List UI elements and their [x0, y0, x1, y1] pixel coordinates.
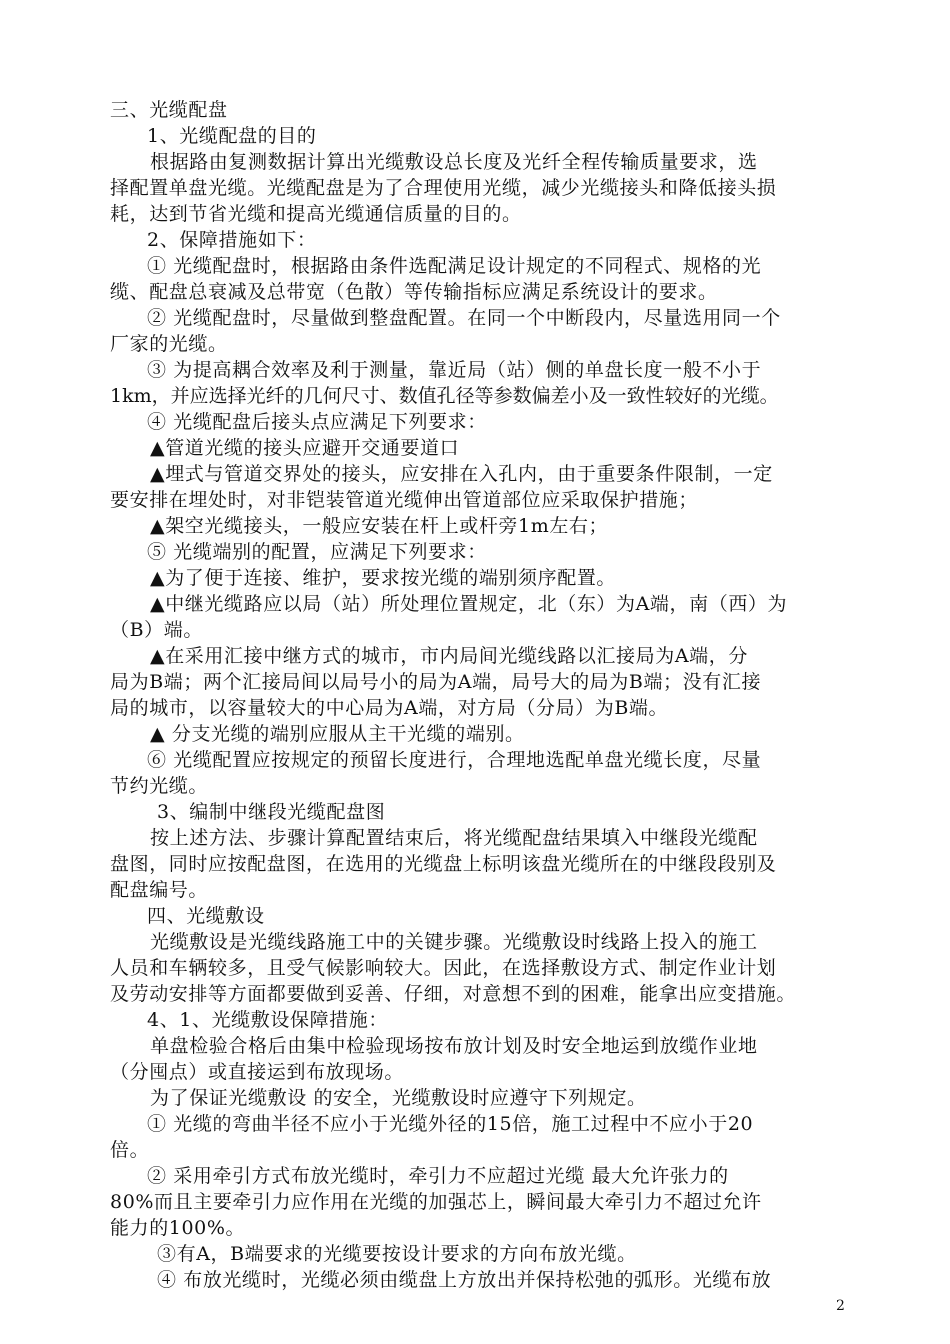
bullet-line: ▲管道光缆的接头应避开交通要道口	[150, 437, 460, 459]
list-item-line: 1km，并应选择光纤的几何尺寸、数值孔径等参数偏差小及一致性较好的光缆。	[110, 385, 779, 407]
list-item-line: 能力的100%。	[110, 1217, 246, 1239]
bullet-line: 要安排在埋处时，对非铠装管道光缆伸出管道部位应采取保护措施；	[110, 489, 699, 511]
list-item-line: ① 光缆的弯曲半径不应小于光缆外径的15倍，施工过程中不应小于20	[147, 1113, 754, 1135]
bullet-line: ▲中继光缆路应以局（站）所处理位置规定，北（东）为A端，南（西）为	[150, 593, 788, 615]
paragraph-line: 择配置单盘光缆。光缆配盘是为了合理使用光缆，减少光缆接头和降低接头损	[110, 177, 777, 199]
section-heading-cable-laying: 四、光缆敷设	[147, 905, 265, 927]
paragraph-line: （分囤点）或直接运到布放现场。	[110, 1061, 405, 1083]
bullet-line: （B）端。	[110, 619, 203, 641]
bullet-line: ▲在采用汇接中继方式的城市，市内局间光缆线路以汇接局为A端，分	[150, 645, 748, 667]
paragraph-line: 根据路由复测数据计算出光缆敷设总长度及光纤全程传输质量要求，选	[150, 151, 758, 173]
paragraph-line: 光缆敷设是光缆线路施工中的关键步骤。光缆敷设时线路上投入的施工	[150, 931, 758, 953]
list-item-line: 倍。	[110, 1139, 150, 1161]
paragraph-line: 单盘检验合格后由集中检验现场按布放计划及时安全地运到放缆作业地	[150, 1035, 758, 1057]
list-item-line: ② 光缆配盘时，尽量做到整盘配置。在同一个中断段内，尽量选用同一个	[147, 307, 781, 329]
bullet-line: 局的城市，以容量较大的中心局为A端，对方局（分局）为B端。	[110, 697, 669, 719]
bullet-line: ▲架空光缆接头，一般应安装在杆上或杆旁1m左右；	[150, 515, 609, 537]
list-item-line: ⑤ 光缆端别的配置，应满足下列要求：	[147, 541, 487, 563]
subheading-relay-diagram: 3、编制中继段光缆配盘图	[157, 801, 386, 823]
list-item-line: ① 光缆配盘时，根据路由条件选配满足设计规定的不同程式、规格的光	[147, 255, 762, 277]
list-item-line: ② 采用牵引方式布放光缆时，牵引力不应超过光缆 最大允许张力的	[147, 1165, 729, 1187]
paragraph-line: 盘图，同时应按配盘图，在选用的光缆盘上标明该盘光缆所在的中继段段别及	[110, 853, 777, 875]
bullet-line: ▲ 分支光缆的端别应服从主干光缆的端别。	[150, 723, 525, 745]
paragraph-line: 及劳动安排等方面都要做到妥善、仔细，对意想不到的困难，能拿出应变措施。	[110, 983, 797, 1005]
list-item-line: ③有A，B端要求的光缆要按设计要求的方向布放光缆。	[157, 1243, 637, 1265]
list-item-line: ⑥ 光缆配置应按规定的预留长度进行，合理地选配单盘光缆长度，尽量	[147, 749, 762, 771]
subheading-measures: 2、保障措施如下：	[147, 229, 317, 251]
bullet-line: ▲为了便于连接、维护，要求按光缆的端别须序配置。	[150, 567, 617, 589]
list-item-line: 缆、配盘总衰减及总带宽（色散）等传输指标应满足系统设计的要求。	[110, 281, 718, 303]
list-item-line: 厂家的光缆。	[110, 333, 228, 355]
paragraph-line: 为了保证光缆敷设 的安全，光缆敷设时应遵守下列规定。	[150, 1087, 647, 1109]
list-item-line: 80%而且主要牵引力应作用在光缆的加强芯上，瞬间最大牵引力不超过允许	[110, 1191, 762, 1213]
bullet-line: 局为B端；两个汇接局间以局号小的局为A端，局号大的局为B端；没有汇接	[110, 671, 762, 693]
paragraph-line: 耗，达到节省光缆和提高光缆通信质量的目的。	[110, 203, 522, 225]
paragraph-line: 人员和车辆较多，且受气候影响较大。因此，在选择敷设方式、制定作业计划	[110, 957, 777, 979]
list-item-line: ③ 为提高耦合效率及利于测量，靠近局（站）侧的单盘长度一般不小于	[147, 359, 762, 381]
list-item-line: ④ 布放光缆时，光缆必须由缆盘上方放出并保持松弛的弧形。光缆布放	[157, 1269, 772, 1291]
bullet-line: ▲埋式与管道交界处的接头，应安排在入孔内，由于重要条件限制，一定	[150, 463, 773, 485]
paragraph-line: 按上述方法、步骤计算配置结束后，将光缆配盘结果填入中继段光缆配	[150, 827, 758, 849]
paragraph-line: 配盘编号。	[110, 879, 209, 901]
section-heading-cable-allocation: 三、光缆配盘	[110, 99, 228, 121]
list-item-line: 节约光缆。	[110, 775, 209, 797]
subheading-laying-measures: 4、1、光缆敷设保障措施：	[147, 1009, 388, 1031]
list-item-line: ④ 光缆配盘后接头点应满足下列要求：	[147, 411, 487, 433]
subheading-purpose: 1、光缆配盘的目的	[147, 125, 317, 147]
page-number: 2	[836, 1298, 845, 1314]
